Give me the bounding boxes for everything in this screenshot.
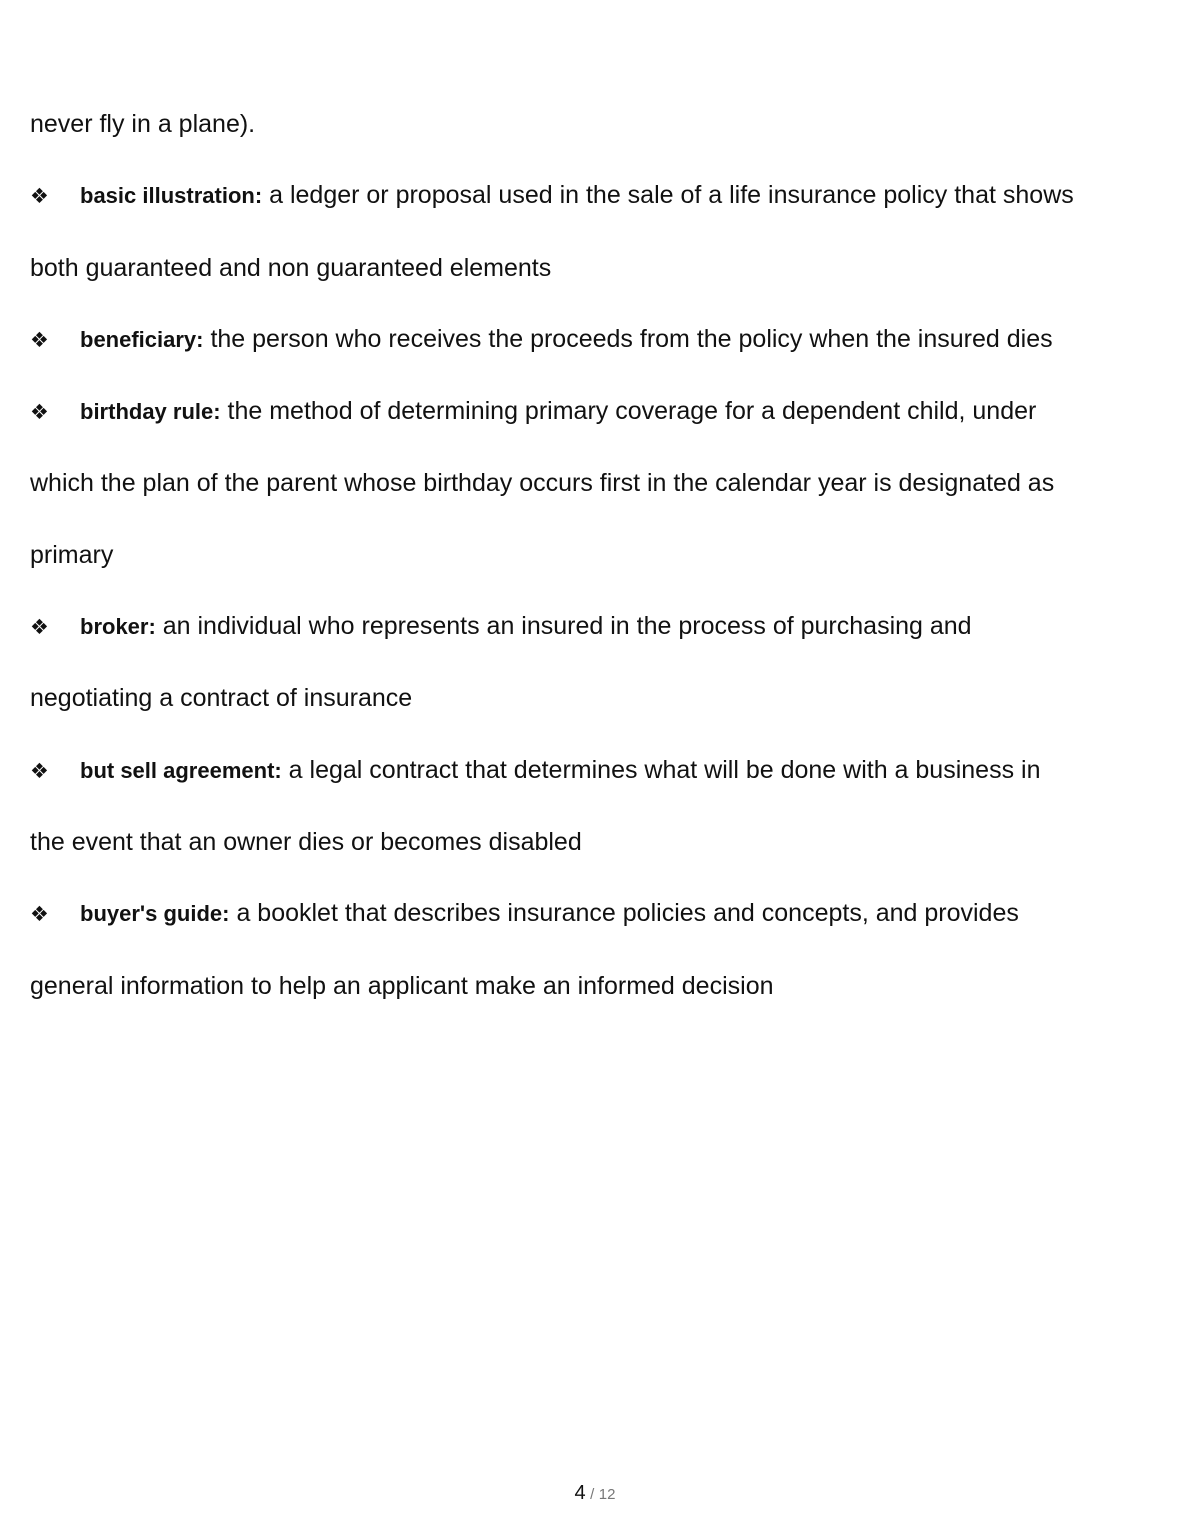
diamond-bullet-icon: ❖ xyxy=(30,328,49,352)
continuation-text: never fly in a plane). xyxy=(30,110,256,138)
glossary-term: birthday rule: xyxy=(80,399,221,425)
glossary-term: buyer's guide: xyxy=(80,901,230,927)
glossary-term: broker: xyxy=(80,614,156,640)
glossary-definition: an individual who represents an insured in the process of purchasing and xyxy=(162,612,972,641)
diamond-bullet-icon: ❖ xyxy=(30,401,49,425)
glossary-definition: a legal contract that determines what will be done with a business in xyxy=(288,755,1041,784)
diamond-bullet-icon: ❖ xyxy=(30,616,49,640)
current-page-number: 4 xyxy=(574,1482,586,1504)
total-page-count: 12 xyxy=(598,1486,616,1503)
glossary-definition: the person who receives the proceeds from the policy when the insured dies xyxy=(210,324,1053,353)
document-page xyxy=(30,89,1160,1022)
diamond-bullet-icon: ❖ xyxy=(30,759,49,783)
glossary-term: beneficiary: xyxy=(80,326,204,352)
glossary-definition-continued: primary xyxy=(30,540,114,569)
glossary-entry-basic-illustration xyxy=(30,160,1160,304)
glossary-definition-continued: the event that an owner dies or becomes disabled xyxy=(30,827,582,856)
page-indicator xyxy=(0,1482,1190,1505)
diamond-bullet-icon: ❖ xyxy=(30,185,49,209)
glossary-definition-continued: negotiating a contract of insurance xyxy=(30,684,413,713)
glossary-entry-birthday-rule xyxy=(30,376,1160,591)
glossary-definition: the method of determining primary coverage for a dependent child, under xyxy=(227,397,1037,426)
glossary-entry-beneficiary xyxy=(30,304,1160,376)
glossary-definition-continued: which the plan of the parent whose birthday occurs first in the calendar year is designated as xyxy=(30,469,1055,498)
glossary-definition: a ledger or proposal used in the sale of a life insurance policy that shows xyxy=(269,181,1074,210)
diamond-bullet-icon: ❖ xyxy=(30,903,49,927)
page-separator: / xyxy=(590,1486,595,1503)
glossary-entry-broker xyxy=(30,591,1160,735)
glossary-definition: a booklet that describes insurance policies and concepts, and provides xyxy=(236,899,1019,928)
glossary-definition-continued: both guaranteed and non guaranteed elements xyxy=(30,253,552,282)
glossary-term: but sell agreement: xyxy=(80,757,282,783)
glossary-term: basic illustration: xyxy=(80,183,263,209)
glossary-entry-but-sell-agreement xyxy=(30,735,1160,879)
glossary-entry-buyers-guide xyxy=(30,878,1160,1022)
glossary-definition-continued: general information to help an applicant make an informed decision xyxy=(30,971,774,1000)
